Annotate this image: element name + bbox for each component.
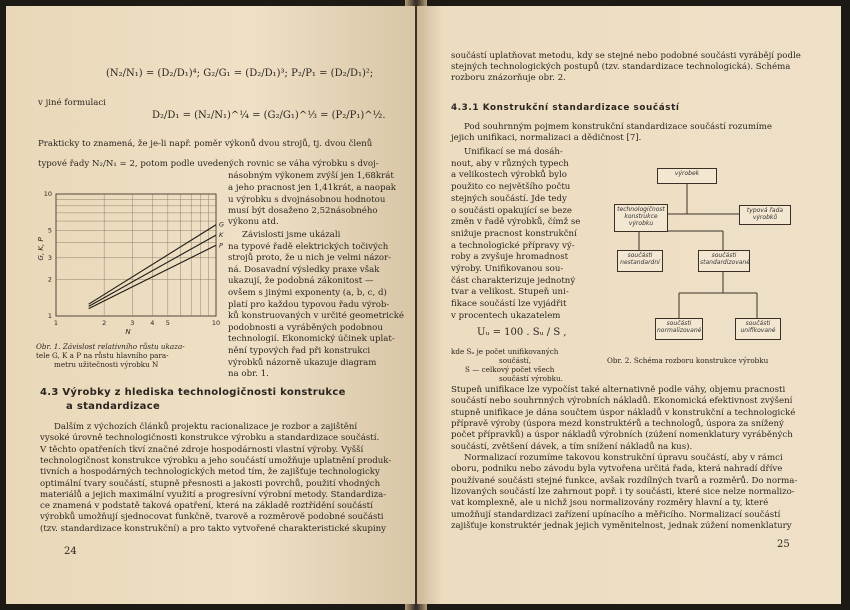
section-heading: a standardizace	[66, 401, 161, 412]
x-tick-label: 1	[53, 319, 59, 327]
formula-note: součástí,	[499, 356, 532, 365]
text-line: ků konstruovaných v určité geometrické	[228, 311, 404, 322]
series-label-G: G	[219, 220, 225, 229]
text-line: část charakterizuje jednotný	[451, 275, 576, 286]
right-page	[417, 6, 841, 604]
y-tick-label: 2	[47, 275, 52, 284]
x-tick-label: 3	[130, 319, 135, 327]
para1-line: a jeho pracnost jen 1,41krát, a naopak	[228, 183, 396, 193]
text-line: vysoké úrovně technologičnosti konstrukce výrobku a standardizace součástí.	[40, 433, 380, 444]
text-line: výrobků umožňují sjednocovat funkčně, tvarově a rozměrově podobné součásti	[40, 512, 384, 523]
formula-note: S — celkový počet všech	[465, 365, 555, 374]
formula-intro: v jiné formulaci	[38, 98, 106, 108]
formula-note: kde Sᵤ je počet unifikovaných	[451, 347, 559, 356]
text-line: snižuje pracnost konstrukční	[451, 228, 577, 239]
text-line: technologií. Ekonomický účinek uplat-	[228, 334, 395, 345]
page-number-left: 24	[64, 546, 77, 557]
text-line: podobnosti a vyráběných podobnou	[228, 322, 383, 333]
text-line: součástí nebo souhrnných výrobních nákladů. Ekonomická efektivnost zvýšení	[451, 396, 793, 407]
intro-line: součástí uplatňovat metodu, kdy se stejné nebo podobné součásti vyrábějí podle	[451, 51, 801, 61]
y-tick-label: 1	[47, 312, 52, 320]
page-number-right: 25	[777, 539, 790, 550]
para1-line: výkonu atd.	[228, 217, 279, 227]
diagram-node-root: výrobek	[657, 168, 717, 184]
text-line: (tzv. standardizace konstrukční) a pro takto vytvořené charakteristické skupiny	[40, 523, 387, 534]
para1-line: musí být dosaženo 2,52násobného	[228, 206, 378, 216]
para1-line: typové řady N₂/N₁ = 2, potom podle uvedených rovnic se váha výrobku s dvoj-	[38, 159, 379, 169]
text-line: tvar a velikost. Stupeň uni-	[451, 287, 569, 298]
text-line: Závislosti jsme ukázali	[242, 230, 341, 240]
diagram-node-right: typová řada výrobků	[739, 205, 791, 225]
text-line: součástí, zvětšení dávek, a tím snížení nákladů na kus).	[451, 441, 693, 452]
text-line: V těchto opatřeních tkví značné zdroje hospodárnosti vlastní výroby. Vyšší	[40, 444, 364, 455]
diagram-node-unified: součásti unifikované	[735, 318, 781, 340]
subsection-heading: 4.3.1 Konstrukční standardizace součástí	[451, 103, 680, 113]
para1-line: násobným výkonem zvýší jen 1,68krát	[228, 171, 394, 181]
text-line: o součásti opakující se beze	[451, 205, 572, 216]
text-line: nění typových řad při konstrukci	[228, 346, 371, 356]
text-line: výrobků názorně ukazuje diagram	[228, 357, 377, 368]
chart-caption-line: metru užitečnosti výrobku N	[54, 360, 159, 369]
text-line: Stupeň unifikace lze vypočíst také alternativně podle váhy, objemu pracnosti	[451, 385, 786, 395]
series-label-K: K	[219, 231, 224, 240]
y-tick-label: 5	[47, 226, 52, 235]
text-line: vat komplexně, ale u nichž jsou normalizovány rozměry hlavní a ty, které	[451, 498, 769, 509]
text-line: přípravě výroby (úspora mezd konstruktérů a technologů, úspora za snížený	[451, 418, 784, 429]
text-line: fikace součástí lze vyjádřit	[451, 299, 567, 310]
text-line: stejných součástí. Jde tedy	[451, 193, 567, 204]
text-line: ná. Dosavadní výsledky praxe však	[228, 264, 380, 275]
y-tick-label: 3	[47, 253, 52, 262]
diagram-node-left: technologičnost konstrukce výrobku	[614, 204, 668, 232]
text-line: lizovaných součástí lze zahrnout popř. i ty součásti, které sice nelze normalizo-	[451, 486, 795, 497]
text-line: použito co největšího počtu	[451, 182, 571, 193]
text-line: platí pro každou typovou řadu výrob-	[228, 299, 390, 310]
x-tick-label: 4	[150, 319, 155, 327]
text-line: Dalším z výchozích článků projektu racionalizace je rozbor a zajištění	[54, 422, 358, 432]
para1-line: Prakticky to znamená, že je-li např. poměr výkonů dvou strojů, tj. dvou členů	[38, 139, 373, 149]
text-line: roby a zvyšuje hromadnost	[451, 252, 569, 263]
unification-formula: Uᵤ = 100 . Sᵤ / S ,	[477, 327, 567, 338]
y-axis-label: G, K, P	[37, 237, 45, 261]
y-tick-label: 10	[43, 190, 52, 198]
x-tick-label: 5	[165, 319, 170, 327]
text-line: Normalizací rozumíme takovou konstrukční úpravu součástí, aby v rámci	[464, 453, 783, 463]
section-heading: 4.3 Výrobky z hlediska technologičnosti konstrukce	[40, 387, 346, 398]
chart-caption-line: Obr. 1. Závislost relativního růstu ukaza-	[36, 342, 185, 351]
plot-frame	[56, 194, 216, 316]
formula-second: D₂/D₁ = (N₂/N₁)^¼ = (G₂/G₁)^⅓ = (P₂/P₁)^½.	[152, 110, 386, 121]
intro-line: rozboru znázorňuje obr. 2.	[451, 73, 566, 83]
text-line: na obr. 1.	[228, 369, 269, 380]
text-line: ovšem s jinými exponenty (a, b, c, d)	[228, 288, 387, 298]
text-line: používané součásti stejné funkce, avšak rozdílných tvarů a rozměrů. Do norma-	[451, 475, 798, 486]
diagram-node-nonstandard: součásti nestandardní	[617, 250, 663, 272]
text-line: zajišťuje konstruktér jednak jejich vyměnitelnost, jednak zúžení nomenklatury	[451, 520, 792, 531]
para1-line: jejich unifikaci, normalizaci a dědičnost [7].	[451, 133, 642, 143]
x-axis-label: N	[125, 328, 131, 336]
formula-note: součástí výrobku.	[499, 374, 563, 383]
text-line: počet přípravků) a úspor nákladů výrobních (zúžení nomenklatury vyráběných	[451, 430, 793, 441]
text-line: nout, aby v různých typech	[451, 158, 569, 169]
diagram-caption: Obr. 2. Schéma rozboru konstrukce výrobku	[607, 356, 769, 365]
text-line: Unifikací se má dosáh-	[464, 147, 563, 157]
text-line: výroby. Unifikovanou sou-	[451, 264, 564, 274]
text-line: optimální tvary součástí, stupně přesnosti a jakosti povrchů, použití vhodných	[40, 478, 381, 489]
left-page	[6, 6, 415, 604]
text-line: umožňují standardizaci zařízení upínacího a měřicího. Normalizací součástí	[451, 509, 781, 520]
text-line: technologičnost konstrukce výrobku a jeho součástí umožňuje uplatnění produk-	[40, 455, 392, 466]
text-line: a velikostech výrobků bylo	[451, 170, 567, 181]
intro-line: stejných technologických postupů (tzv. standardizace technologická). Schéma	[451, 62, 791, 72]
formula-top: (N₂/N₁) = (D₂/D₁)⁴; G₂/G₁ = (D₂/D₁)³; P₂/P₁ = (D₂/D₁)²;	[106, 68, 374, 79]
diagram-node-standardized: součásti standardizované	[698, 250, 750, 272]
text-line: stupně unifikace je dána součtem úspor nákladů v konstrukční a technologické	[451, 407, 796, 418]
text-line: a technologické přípravy vý-	[451, 240, 575, 251]
text-line: tivních a hospodárných technologických metod tím, že zajišťuje technologicky	[40, 467, 380, 478]
para1-line: Pod souhrnným pojmem konstrukční standardizace součástí rozumíme	[464, 122, 772, 132]
text-line: ce znamená v podstatě taková opatření, která na základě roztřídění součástí	[40, 501, 373, 512]
diagram-node-normalized: součásti normalizované	[655, 318, 703, 340]
text-line: strojů proto, že u nich je velmi názor-	[228, 253, 392, 264]
text-line: změn v řadě výrobků, čímž se	[451, 217, 581, 228]
text-line: ukazují, že podobná zákonitost —	[228, 276, 374, 287]
text-line: v procentech ukazatelem	[451, 310, 561, 321]
x-tick-label: 2	[102, 319, 107, 327]
chart-caption-line: tele G, K a P na růstu hlavního para-	[36, 351, 169, 360]
para1-line: u výrobku s dvojnásobnou hodnotou	[228, 195, 386, 205]
x-tick-label: 10	[211, 319, 221, 327]
series-label-P: P	[219, 241, 223, 250]
text-line: oboru, podniku nebo závodu byla vytvořena určitá řada, která nahradí dříve	[451, 464, 783, 475]
chart-obr1	[34, 182, 226, 338]
text-line: na typové řadě elektrických točivých	[228, 241, 389, 252]
text-line: materiálů a jejich maximální využití a progresívní výrobní metody. Standardiza-	[40, 489, 387, 500]
